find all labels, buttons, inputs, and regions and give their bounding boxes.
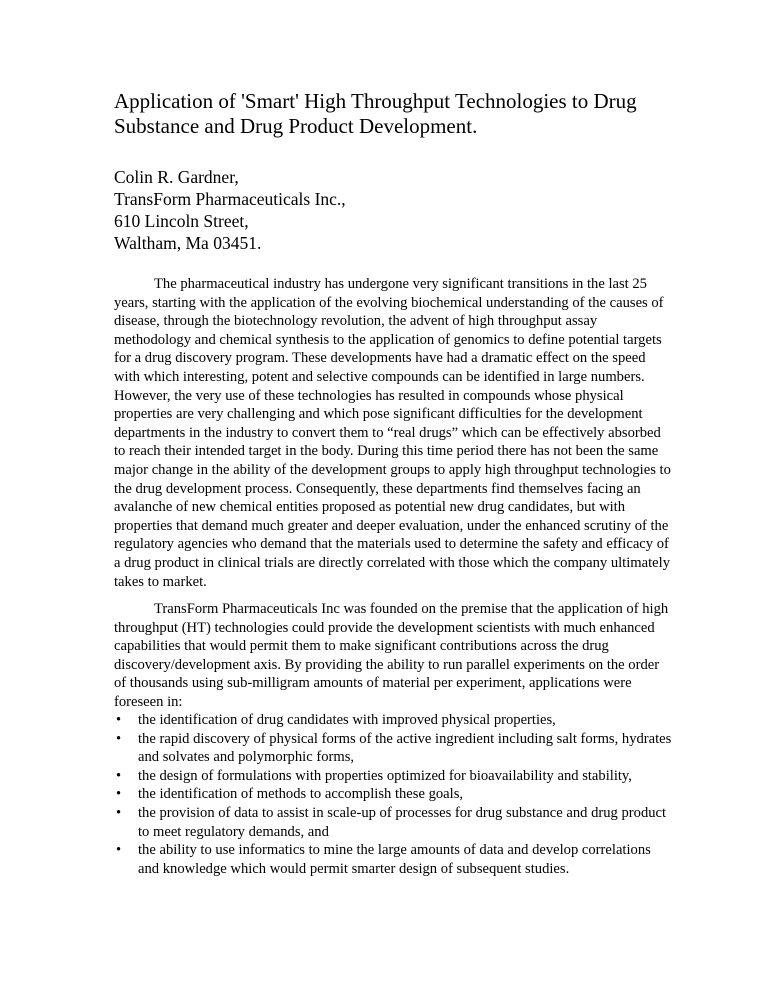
bullet-icon: • xyxy=(116,842,122,859)
applications-list xyxy=(114,711,674,878)
author-address-block xyxy=(114,166,346,254)
body-paragraph: TransForm Pharmaceuticals Inc was founded on the premise that the application of high throughput (HT) technologies could provide the development scientists with much enhanced capabilities that would permit them to make significant contributions across the drug discovery/development axis. By providing the ability to run parallel experiments on the order of thousands using sub-milligram amounts of material per experiment, applications were foreseen in: xyxy=(114,601,669,710)
author-name: Colin R. Gardner, xyxy=(114,167,239,187)
bullet-icon: • xyxy=(116,804,122,821)
paragraph-2-block xyxy=(114,600,674,712)
bullet-icon: • xyxy=(116,786,122,803)
list-item xyxy=(114,711,674,730)
bullet-icon: • xyxy=(116,712,122,728)
list-item-text: the provision of data to assist in scale-up of processes for drug substance and drug product to meet regulatory demands, and xyxy=(138,804,667,840)
document-title: Application of 'Smart' High Throughput Technologies to Drug Substance and Drug Product Development. xyxy=(114,89,637,138)
list-item-text: the design of formulations with properties optimized for bioavailability and stability, xyxy=(138,767,632,784)
bullet-icon: • xyxy=(116,730,122,747)
list-item-text: the ability to use informatics to mine the large amounts of data and develop correlations and knowledge which would permit smarter design of subsequent studies. xyxy=(138,842,651,877)
list-item-text: the identification of methods to accomplish these goals, xyxy=(138,786,464,803)
list-item xyxy=(114,841,674,878)
list-item-text: the identification of drug candidates with improved physical properties, xyxy=(138,712,556,728)
author-organization: TransForm Pharmaceuticals Inc., xyxy=(114,189,346,209)
bullet-icon: • xyxy=(116,767,122,784)
author-street: 610 Lincoln Street, xyxy=(114,211,249,231)
author-city: Waltham, Ma 03451. xyxy=(114,233,262,253)
list-item xyxy=(114,785,674,804)
body-paragraph: The pharmaceutical industry has undergone very significant transitions in the last 25 years, starting with the application of the evolving biochemical understanding of the causes of disease, through the biotechnology revolution, the advent of high throughput assay methodology and chemical synthesis to the application of genomics to define potential targets for a drug discovery program. These developments have had a dramatic effect on the speed with which interesting, potent and selective compounds can be identified in large numbers. However, the very use of these technologies has resulted in compounds whose physical properties are very challenging and which pose significant difficulties for the development departments in the industry to convert them to “real drugs” which can be effectively absorbed to reach their intended target in the body. During this time period there has not been the same major change in the ability of the development groups to apply high throughput technologies to the drug development process. Consequently, these departments find themselves facing an avalanche of new chemical entities proposed as potential new drug candidates, but with properties that demand much greater and deeper evaluation, under the enhanced scrutiny of the regulatory agencies who demand that the materials used to determine the safety and efficacy of a drug product in clinical trials are directly correlated with those which the company ultimately takes to market. xyxy=(114,276,671,590)
list-item-text: the rapid discovery of physical forms of the active ingredient including salt forms, hydrates and solvates and polymorphic forms, xyxy=(138,730,672,766)
list-item xyxy=(114,730,674,767)
paragraph-1-block xyxy=(114,275,674,591)
list-item xyxy=(114,804,674,841)
list-item xyxy=(114,767,674,786)
